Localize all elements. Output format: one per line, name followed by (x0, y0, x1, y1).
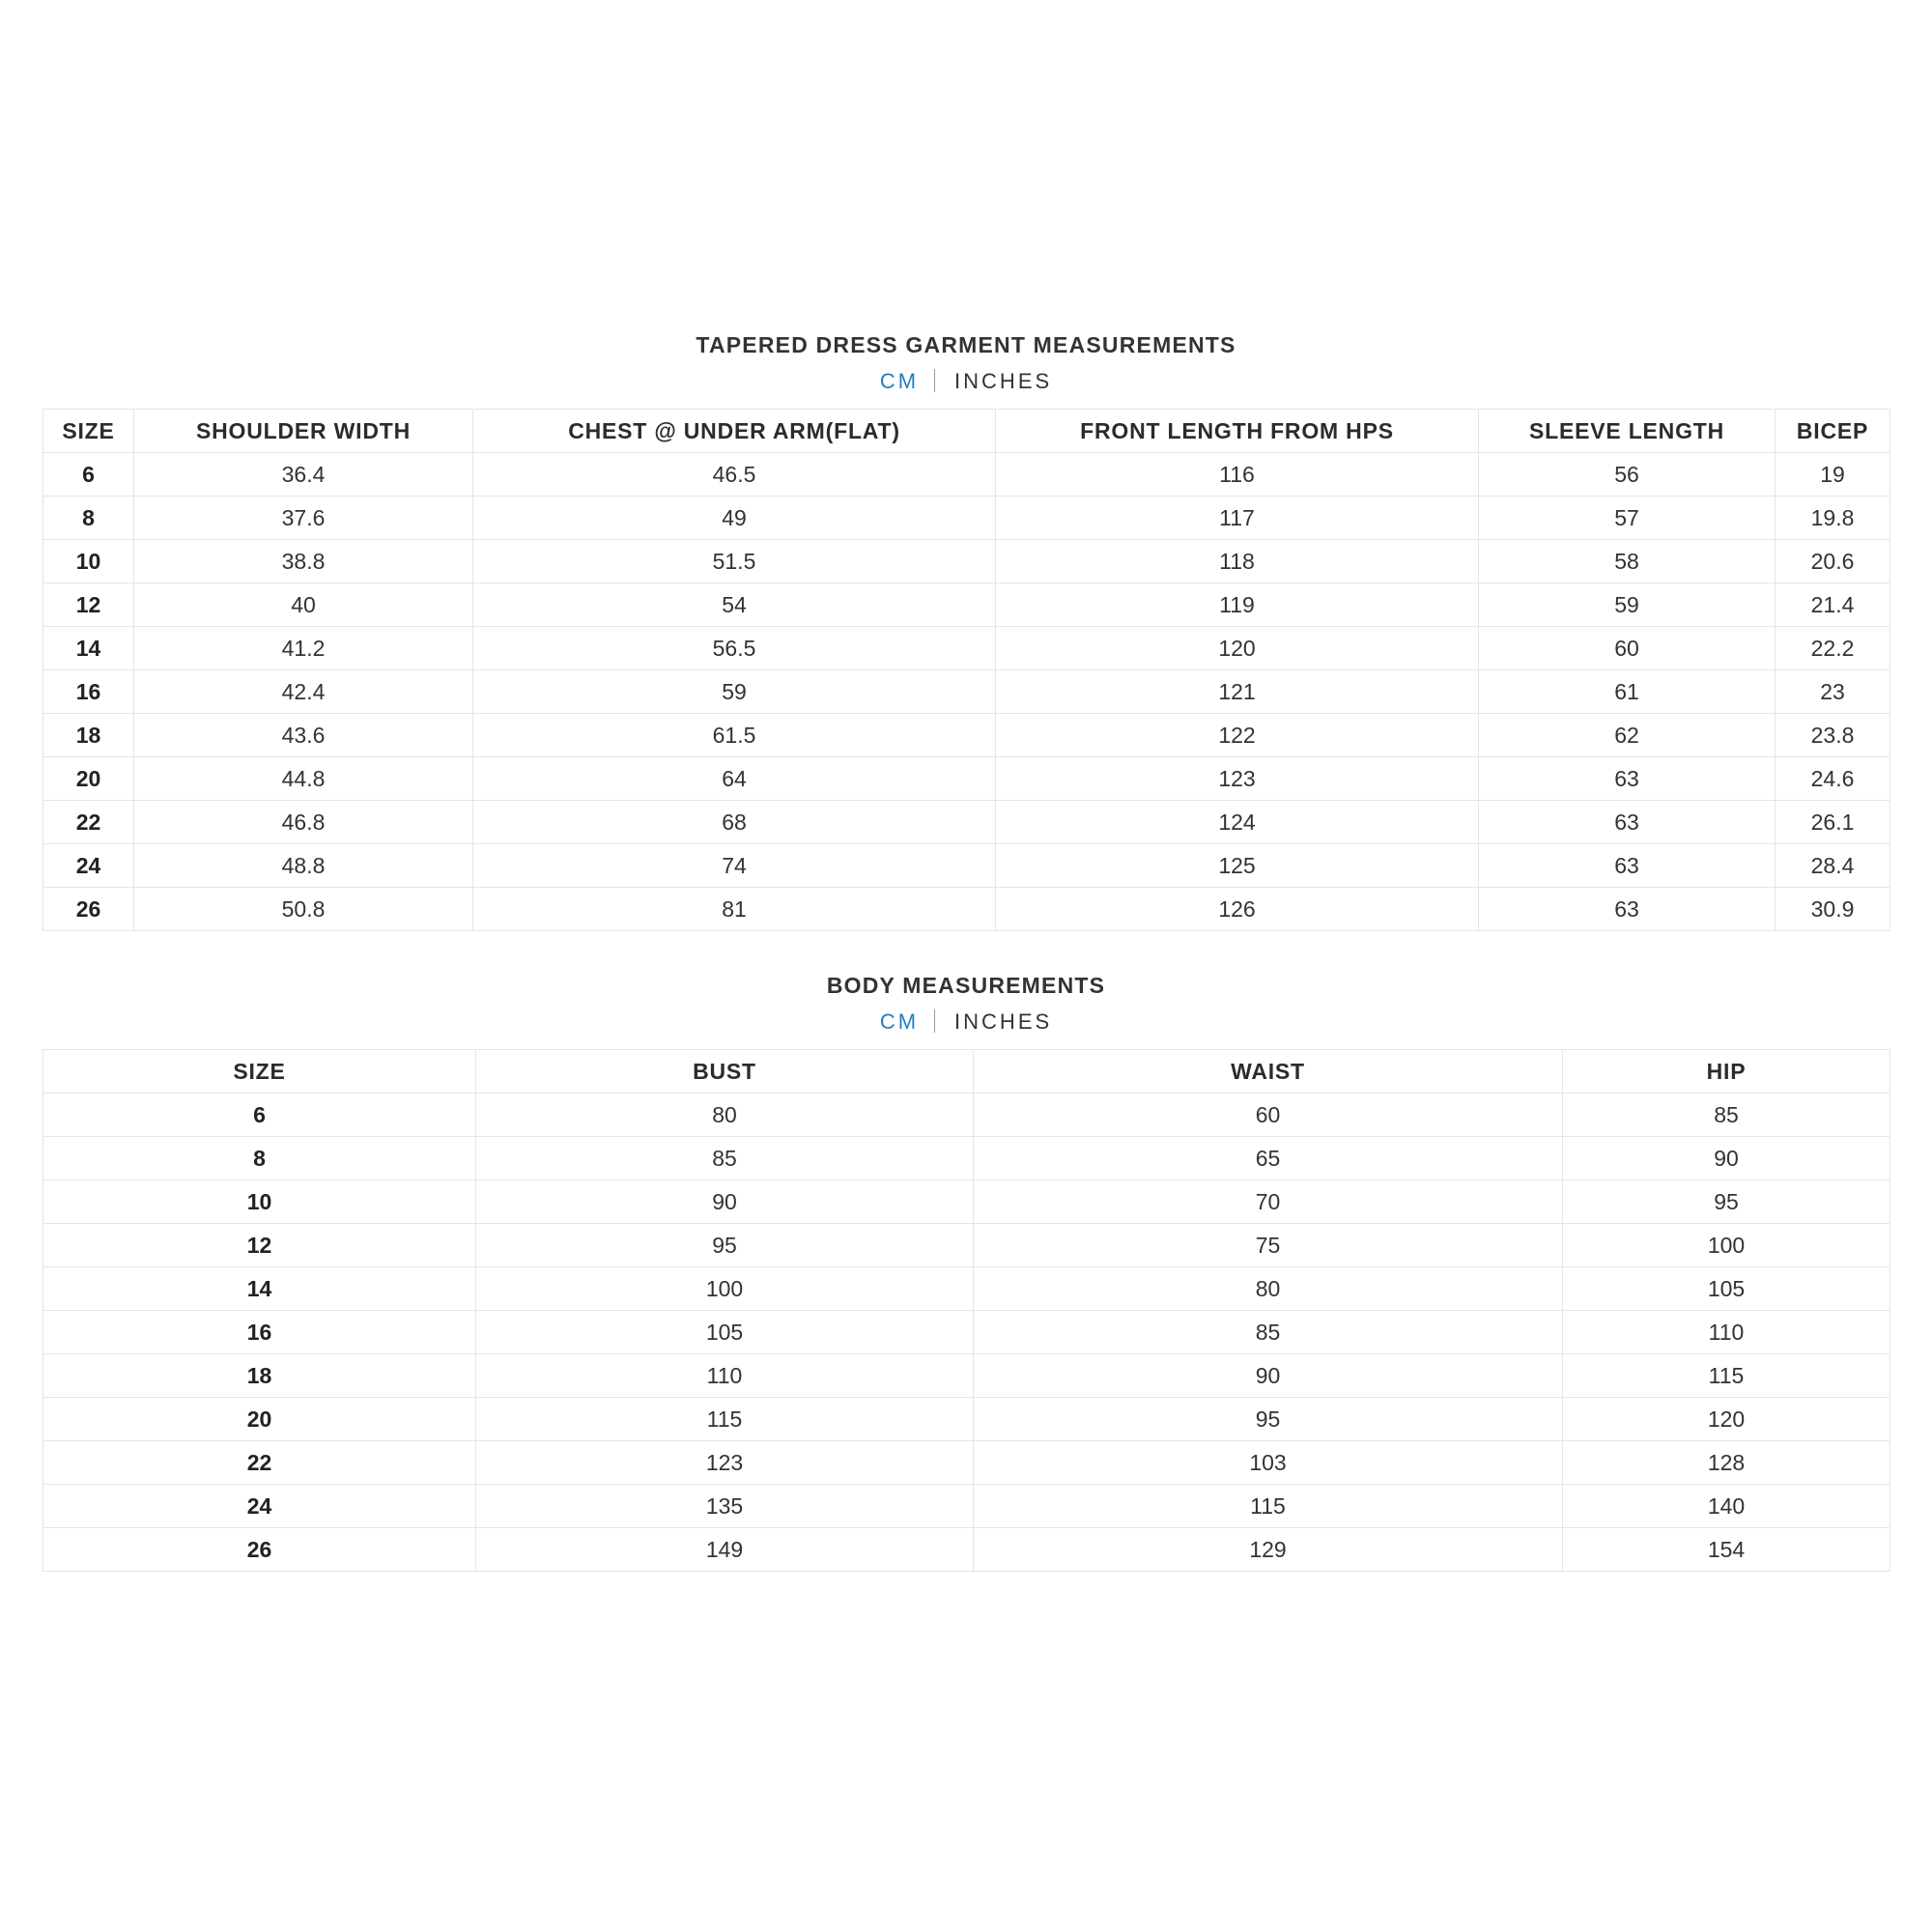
size-cell: 8 (43, 497, 134, 540)
column-header: SHOULDER WIDTH (134, 410, 473, 453)
measurement-cell: 44.8 (134, 757, 473, 801)
measurement-cell: 30.9 (1776, 888, 1890, 931)
size-cell: 10 (43, 1180, 476, 1224)
measurement-cell: 20.6 (1776, 540, 1890, 583)
measurement-cell: 37.6 (134, 497, 473, 540)
table-row (43, 1528, 1890, 1572)
unit-divider (934, 369, 935, 392)
measurement-cell: 58 (1479, 540, 1776, 583)
size-cell: 26 (43, 888, 134, 931)
size-cell: 8 (43, 1137, 476, 1180)
size-cell: 16 (43, 670, 134, 714)
body-unit-inches[interactable]: INCHES (954, 1009, 1053, 1034)
size-cell: 6 (43, 1094, 476, 1137)
measurement-cell: 95 (476, 1224, 974, 1267)
measurement-cell: 128 (1563, 1441, 1890, 1485)
measurement-cell: 80 (974, 1267, 1563, 1311)
size-cell: 16 (43, 1311, 476, 1354)
measurement-cell: 48.8 (134, 844, 473, 888)
measurement-cell: 59 (1479, 583, 1776, 627)
measurement-cell: 64 (473, 757, 996, 801)
measurement-cell: 19 (1776, 453, 1890, 497)
body-unit-cm[interactable]: CM (879, 1009, 920, 1034)
column-header: SLEEVE LENGTH (1479, 410, 1776, 453)
measurement-cell: 23.8 (1776, 714, 1890, 757)
measurement-cell: 23 (1776, 670, 1890, 714)
measurement-cell: 126 (996, 888, 1479, 931)
measurement-cell: 62 (1479, 714, 1776, 757)
measurement-cell: 46.5 (473, 453, 996, 497)
table-row (43, 1441, 1890, 1485)
measurement-cell: 125 (996, 844, 1479, 888)
garment-table-body (43, 453, 1890, 931)
measurement-cell: 57 (1479, 497, 1776, 540)
measurement-cell: 118 (996, 540, 1479, 583)
measurement-cell: 81 (473, 888, 996, 931)
measurement-cell: 65 (974, 1137, 1563, 1180)
table-row (43, 1180, 1890, 1224)
measurement-cell: 41.2 (134, 627, 473, 670)
table-row (43, 1311, 1890, 1354)
measurement-cell: 24.6 (1776, 757, 1890, 801)
measurement-cell: 59 (473, 670, 996, 714)
measurement-cell: 100 (1563, 1224, 1890, 1267)
table-row (43, 844, 1890, 888)
measurement-cell: 85 (974, 1311, 1563, 1354)
measurement-cell: 36.4 (134, 453, 473, 497)
garment-measurements-section (43, 326, 1889, 931)
measurement-cell: 51.5 (473, 540, 996, 583)
measurement-cell: 56.5 (473, 627, 996, 670)
table-row (43, 1354, 1890, 1398)
measurement-cell: 140 (1563, 1485, 1890, 1528)
measurement-cell: 63 (1479, 844, 1776, 888)
size-cell: 14 (43, 1267, 476, 1311)
measurement-cell: 123 (996, 757, 1479, 801)
measurement-cell: 54 (473, 583, 996, 627)
table-row (43, 453, 1890, 497)
table-row (43, 1485, 1890, 1528)
table-row (43, 670, 1890, 714)
size-cell: 12 (43, 583, 134, 627)
measurement-cell: 90 (1563, 1137, 1890, 1180)
measurement-cell: 28.4 (1776, 844, 1890, 888)
measurement-cell: 60 (974, 1094, 1563, 1137)
garment-table (43, 409, 1890, 931)
measurement-cell: 46.8 (134, 801, 473, 844)
measurement-cell: 75 (974, 1224, 1563, 1267)
measurement-cell: 119 (996, 583, 1479, 627)
measurement-cell: 117 (996, 497, 1479, 540)
measurement-cell: 63 (1479, 888, 1776, 931)
size-cell: 20 (43, 757, 134, 801)
measurement-cell: 154 (1563, 1528, 1890, 1572)
measurement-cell: 115 (974, 1485, 1563, 1528)
size-cell: 22 (43, 1441, 476, 1485)
column-header: WAIST (974, 1050, 1563, 1094)
column-header: BUST (476, 1050, 974, 1094)
table-row (43, 1094, 1890, 1137)
measurement-cell: 121 (996, 670, 1479, 714)
measurement-cell: 50.8 (134, 888, 473, 931)
column-header: SIZE (43, 410, 134, 453)
measurement-cell: 90 (974, 1354, 1563, 1398)
body-title: BODY MEASUREMENTS (826, 973, 1106, 998)
body-measurements-section (43, 966, 1889, 1572)
size-cell: 10 (43, 540, 134, 583)
table-row (43, 757, 1890, 801)
measurement-cell: 116 (996, 453, 1479, 497)
measurement-cell: 95 (974, 1398, 1563, 1441)
measurement-cell: 115 (476, 1398, 974, 1441)
measurement-cell: 129 (974, 1528, 1563, 1572)
measurement-cell: 49 (473, 497, 996, 540)
size-cell: 24 (43, 844, 134, 888)
measurement-cell: 38.8 (134, 540, 473, 583)
measurement-cell: 135 (476, 1485, 974, 1528)
size-cell: 18 (43, 714, 134, 757)
measurement-cell: 110 (476, 1354, 974, 1398)
table-row (43, 1137, 1890, 1180)
table-row (43, 1398, 1890, 1441)
column-header: BICEP (1776, 410, 1890, 453)
table-row (43, 627, 1890, 670)
measurement-cell: 61 (1479, 670, 1776, 714)
body-unit-toggle (43, 1005, 1889, 1039)
measurement-cell: 122 (996, 714, 1479, 757)
measurement-cell: 100 (476, 1267, 974, 1311)
size-cell: 14 (43, 627, 134, 670)
measurement-cell: 40 (134, 583, 473, 627)
measurement-cell: 56 (1479, 453, 1776, 497)
table-row (43, 888, 1890, 931)
measurement-cell: 105 (476, 1311, 974, 1354)
measurement-cell: 60 (1479, 627, 1776, 670)
column-header: SIZE (43, 1050, 476, 1094)
size-cell: 26 (43, 1528, 476, 1572)
body-header-row (43, 1050, 1890, 1094)
column-header: HIP (1563, 1050, 1890, 1094)
measurement-cell: 22.2 (1776, 627, 1890, 670)
measurement-cell: 115 (1563, 1354, 1890, 1398)
garment-title: TAPERED DRESS GARMENT MEASUREMENTS (696, 332, 1236, 357)
measurement-cell: 105 (1563, 1267, 1890, 1311)
table-row (43, 714, 1890, 757)
measurement-cell: 26.1 (1776, 801, 1890, 844)
measurement-cell: 63 (1479, 757, 1776, 801)
table-row (43, 497, 1890, 540)
measurement-cell: 103 (974, 1441, 1563, 1485)
table-row (43, 583, 1890, 627)
garment-unit-toggle (43, 364, 1889, 399)
garment-unit-cm[interactable]: CM (879, 369, 920, 393)
measurement-cell: 61.5 (473, 714, 996, 757)
measurement-cell: 42.4 (134, 670, 473, 714)
measurement-cell: 124 (996, 801, 1479, 844)
measurement-cell: 63 (1479, 801, 1776, 844)
measurement-cell: 120 (996, 627, 1479, 670)
garment-unit-inches[interactable]: INCHES (954, 369, 1053, 393)
garment-header-row (43, 410, 1890, 453)
measurement-cell: 21.4 (1776, 583, 1890, 627)
size-cell: 6 (43, 453, 134, 497)
body-table-body (43, 1094, 1890, 1572)
size-cell: 12 (43, 1224, 476, 1267)
size-cell: 20 (43, 1398, 476, 1441)
size-cell: 22 (43, 801, 134, 844)
measurement-cell: 85 (476, 1137, 974, 1180)
table-row (43, 1224, 1890, 1267)
measurement-cell: 19.8 (1776, 497, 1890, 540)
measurement-cell: 68 (473, 801, 996, 844)
measurement-cell: 74 (473, 844, 996, 888)
measurement-cell: 85 (1563, 1094, 1890, 1137)
measurement-cell: 149 (476, 1528, 974, 1572)
unit-divider (934, 1009, 935, 1033)
size-cell: 18 (43, 1354, 476, 1398)
measurement-cell: 120 (1563, 1398, 1890, 1441)
measurement-cell: 43.6 (134, 714, 473, 757)
table-row (43, 540, 1890, 583)
size-cell: 24 (43, 1485, 476, 1528)
table-row (43, 1267, 1890, 1311)
column-header: CHEST @ UNDER ARM(FLAT) (473, 410, 996, 453)
body-table (43, 1049, 1890, 1572)
measurement-cell: 110 (1563, 1311, 1890, 1354)
measurement-cell: 90 (476, 1180, 974, 1224)
column-header: FRONT LENGTH FROM HPS (996, 410, 1479, 453)
measurement-cell: 80 (476, 1094, 974, 1137)
measurement-cell: 123 (476, 1441, 974, 1485)
measurement-cell: 70 (974, 1180, 1563, 1224)
table-row (43, 801, 1890, 844)
measurement-cell: 95 (1563, 1180, 1890, 1224)
